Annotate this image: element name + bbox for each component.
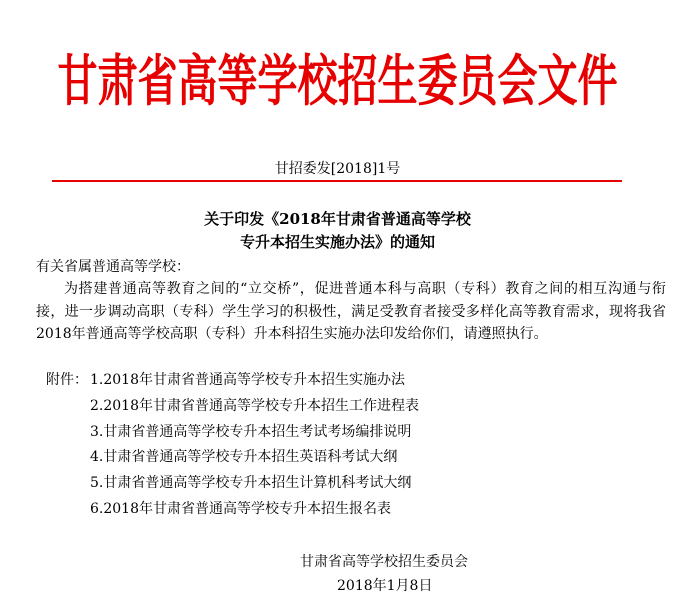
attachment-item: 3.甘肃省普通高等学校专升本招生考试考场编排说明 bbox=[90, 423, 412, 440]
attachments-label: 附件： bbox=[46, 372, 88, 388]
body-paragraph: 为搭建普通高等教育之间的“立交桥”，促进普通本科与高职（专科）教育之间的相互沟通与衔接，进一步调动高职（专科）学生学习的积极性，满足受教育者接受多样化高等教育需求，现将我省2018年普通高等学校高职（专科）升本科招生实施办法印发给你们，请遵照执行。 bbox=[36, 281, 666, 342]
notice-title-line-1: 关于印发《2018年甘肃省普通高等学校 bbox=[204, 210, 471, 228]
salutation: 有关省属普通高等学校： bbox=[36, 259, 190, 275]
attachment-item: 4.甘肃省普通高等学校专升本招生英语科考试大纲 bbox=[90, 449, 398, 466]
issuer-signature: 甘肃省高等学校招生委员会 bbox=[300, 554, 468, 570]
issue-date: 2018年1月8日 bbox=[337, 578, 433, 594]
red-divider-line bbox=[52, 180, 622, 182]
attachment-item: 1.2018年甘肃省普通高等学校专升本招生实施办法 bbox=[90, 372, 405, 388]
document-number: 甘招委发[2018]1号 bbox=[274, 161, 401, 177]
attachments-list bbox=[90, 369, 419, 524]
attachment-item: 6.2018年甘肃省普通高等学校专升本招生报名表 bbox=[90, 500, 391, 517]
masthead-title: 甘肃省高等学校招生委员会文件 bbox=[57, 50, 618, 114]
notice-title-line-2: 专升本招生实施办法》的通知 bbox=[239, 233, 435, 251]
attachment-item: 2.2018年甘肃省普通高等学校专升本招生工作进程表 bbox=[90, 397, 419, 414]
attachment-item: 5.甘肃省普通高等学校专升本招生计算机科考试大纲 bbox=[90, 475, 412, 492]
